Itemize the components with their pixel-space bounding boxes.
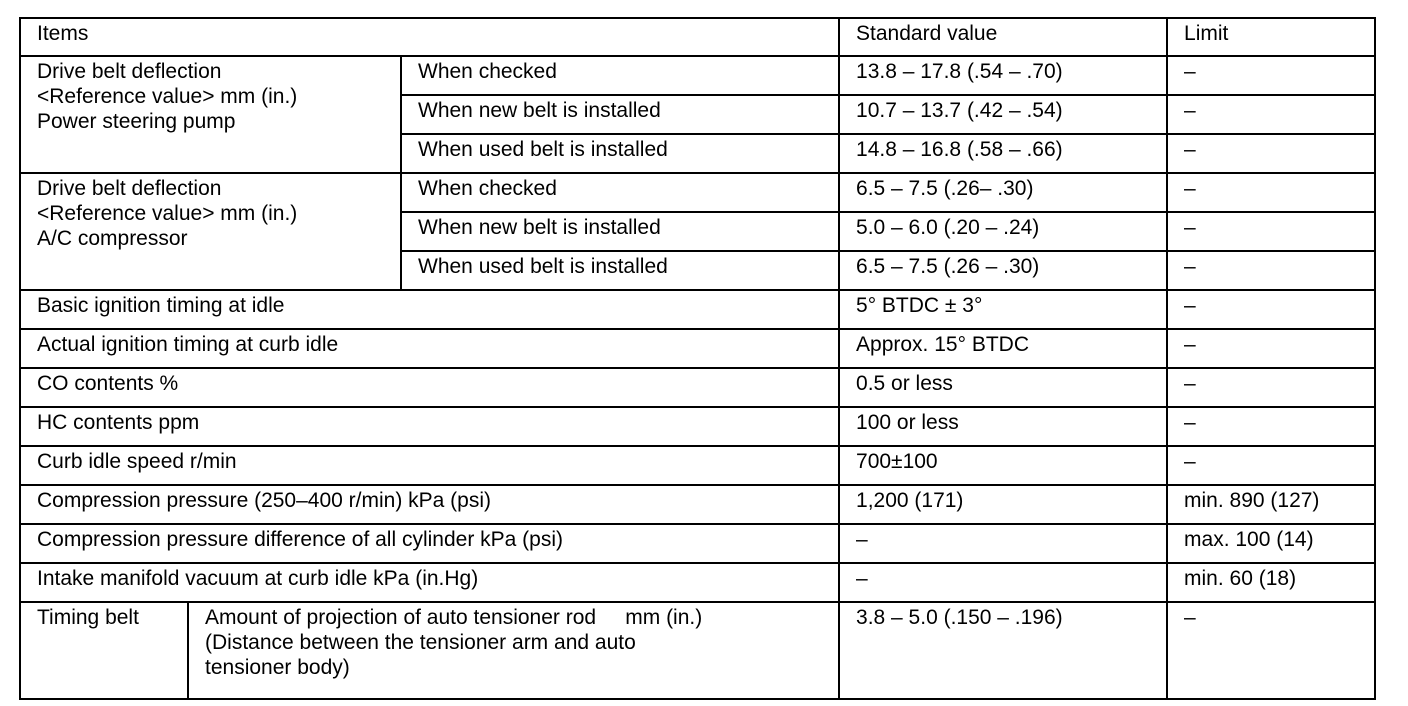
table-row — [20, 446, 1375, 485]
limit-cell: – — [1167, 212, 1375, 251]
specifications-table — [19, 17, 1376, 700]
standard-value-cell: 0.5 or less — [839, 368, 1167, 407]
belt-ac-label-line: A/C compressor — [37, 227, 188, 250]
header-standard-value: Standard value — [839, 18, 1167, 56]
condition-cell: When used belt is installed — [401, 134, 839, 173]
table-row — [20, 524, 1375, 563]
belt-ac-label — [20, 173, 401, 290]
belt-ac-label-line: Drive belt deflection — [37, 177, 222, 200]
belt-ps-label-line: <Reference value> mm (in.) — [37, 85, 298, 108]
table-row — [20, 329, 1375, 368]
limit-cell: – — [1167, 134, 1375, 173]
limit-cell: – — [1167, 602, 1375, 699]
standard-value-cell: 700±100 — [839, 446, 1167, 485]
limit-cell: – — [1167, 56, 1375, 95]
limit-cell: – — [1167, 368, 1375, 407]
standard-value-cell: 10.7 – 13.7 (.42 – .54) — [839, 95, 1167, 134]
condition-cell: When new belt is installed — [401, 95, 839, 134]
item-cell: Actual ignition timing at curb idle — [20, 329, 839, 368]
table-row — [20, 563, 1375, 602]
condition-cell: When used belt is installed — [401, 251, 839, 290]
standard-value-cell: 100 or less — [839, 407, 1167, 446]
standard-value-cell: 14.8 – 16.8 (.58 – .66) — [839, 134, 1167, 173]
condition-cell: When checked — [401, 56, 839, 95]
item-cell: HC contents ppm — [20, 407, 839, 446]
standard-value-cell: Approx. 15° BTDC — [839, 329, 1167, 368]
header-row — [20, 18, 1375, 56]
limit-cell: – — [1167, 95, 1375, 134]
belt-ac-label-line: <Reference value> mm (in.) — [37, 202, 298, 225]
standard-value-cell: 3.8 – 5.0 (.150 – .196) — [839, 602, 1167, 699]
table-row — [20, 602, 1375, 699]
table-row — [20, 485, 1375, 524]
standard-value-cell: 13.8 – 17.8 (.54 – .70) — [839, 56, 1167, 95]
standard-value-cell: 5° BTDC ± 3° — [839, 290, 1167, 329]
table-row — [20, 290, 1375, 329]
item-cell: Curb idle speed r/min — [20, 446, 839, 485]
table-row — [20, 407, 1375, 446]
limit-cell: – — [1167, 446, 1375, 485]
item-cell: Compression pressure difference of all cylinder kPa (psi) — [20, 524, 839, 563]
standard-value-cell: – — [839, 563, 1167, 602]
header-items: Items — [20, 18, 839, 56]
item-cell: Basic ignition timing at idle — [20, 290, 839, 329]
limit-cell: – — [1167, 251, 1375, 290]
condition-cell: When new belt is installed — [401, 212, 839, 251]
table-row — [20, 56, 1375, 95]
limit-cell: max. 100 (14) — [1167, 524, 1375, 563]
standard-value-cell: 6.5 – 7.5 (.26 – .30) — [839, 251, 1167, 290]
limit-cell: – — [1167, 173, 1375, 212]
limit-cell: min. 60 (18) — [1167, 563, 1375, 602]
condition-cell: When checked — [401, 173, 839, 212]
belt-ps-label-line: Drive belt deflection — [37, 60, 222, 83]
limit-cell: min. 890 (127) — [1167, 485, 1375, 524]
standard-value-cell: 6.5 – 7.5 (.26– .30) — [839, 173, 1167, 212]
timing-belt-label: Timing belt — [20, 602, 188, 699]
limit-cell: – — [1167, 407, 1375, 446]
item-cell: Intake manifold vacuum at curb idle kPa (in.Hg) — [20, 563, 839, 602]
table-row — [20, 368, 1375, 407]
timing-belt-description-line: (Distance between the tensioner arm and auto — [205, 631, 636, 654]
item-cell: Compression pressure (250–400 r/min) kPa (psi) — [20, 485, 839, 524]
timing-belt-description — [188, 602, 839, 699]
belt-ps-label — [20, 56, 401, 173]
limit-cell: – — [1167, 329, 1375, 368]
item-cell: CO contents % — [20, 368, 839, 407]
standard-value-cell: 1,200 (171) — [839, 485, 1167, 524]
standard-value-cell: 5.0 – 6.0 (.20 – .24) — [839, 212, 1167, 251]
standard-value-cell: – — [839, 524, 1167, 563]
table-row — [20, 173, 1375, 212]
timing-belt-description-line: Amount of projection of auto tensioner rod mm (in.) — [205, 606, 703, 629]
header-limit: Limit — [1167, 18, 1375, 56]
belt-ps-label-line: Power steering pump — [37, 110, 236, 133]
timing-belt-description-line: tensioner body) — [205, 656, 350, 679]
limit-cell: – — [1167, 290, 1375, 329]
